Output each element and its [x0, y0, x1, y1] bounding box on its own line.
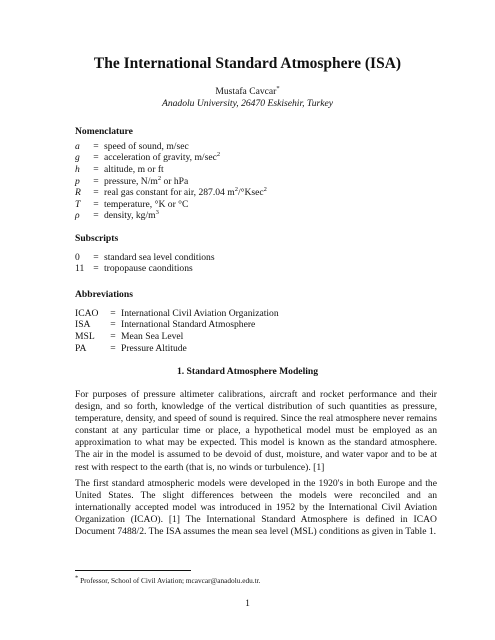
abbreviation-row	[75, 320, 279, 332]
nomenclature-definition	[104, 152, 220, 164]
author-name: Mustafa Cavcar	[215, 86, 277, 97]
subscript-row	[75, 264, 215, 276]
abbreviation-definition: International Civil Aviation Organization	[121, 307, 279, 319]
equals-sign: =	[93, 210, 99, 222]
equals-sign: =	[93, 175, 99, 187]
abbreviation-term: ISA	[75, 319, 91, 331]
abbreviation-term: MSL	[75, 330, 95, 342]
equals-sign: =	[93, 251, 99, 263]
footnote-text: Professor, School of Civil Aviation; mcavcar@anadolu.edu.tr.	[78, 576, 261, 585]
abbreviation-row	[75, 343, 279, 355]
author-affiliation: Anadolu University, 26470 Eskisehir, Turkey	[161, 98, 334, 109]
equals-sign: =	[93, 163, 99, 175]
subscript-definition: standard sea level conditions	[104, 251, 215, 263]
definition-text: or hPa	[161, 175, 189, 187]
nomenclature-symbol: ρ	[75, 210, 80, 222]
nomenclature-row	[75, 211, 267, 223]
superscript: 2	[157, 174, 162, 182]
abbreviations-heading: Abbreviations	[75, 289, 133, 300]
superscript: 2	[263, 185, 267, 193]
nomenclature-symbol: p	[75, 175, 80, 187]
nomenclature-symbol: g	[75, 152, 80, 164]
nomenclature-symbol: R	[75, 187, 81, 199]
equals-sign: =	[110, 307, 116, 319]
body-paragraph: The first standard atmospheric models were developed in the 1920's in both Europe and the United States. The slight differences between the models were reconciled and an internationally accepted model was introduced in 1952 by the International Civil Aviation Organization (ICAO). [1] The International Standard Atmosphere is defined in ICAO Document 7488/2. The ISA assumes the mean sea level (MSL) conditions as given in Table 1.	[75, 478, 437, 538]
subscripts-heading: Subscripts	[75, 233, 119, 244]
abbreviation-term: PA	[75, 342, 87, 354]
body-paragraph: For purposes of pressure altimeter calibrations, aircraft and rocket performance and their design, and so forth, knowledge of the vertical distribution of such quantities as pressure, temperature, density, and speed of sound is required. Since the real atmosphere never remains constant at any particular time or place, a hypothetical model must be employed as an approximation to what may be expected. This model is known as the standard atmosphere. The air in the model is assumed to be devoid of dust, moisture, and water vapor and to be at rest with respect to the earth (that is, no winds or turbulence). [1]	[75, 389, 437, 473]
definition-text: real gas constant for air, 287.04 m	[104, 187, 235, 199]
nomenclature-definition: temperature, °K or °C	[104, 198, 189, 210]
page-number: 1	[245, 598, 250, 609]
nomenclature-row	[75, 187, 267, 199]
nomenclature-definition: altitude, m or ft	[104, 163, 164, 175]
superscript: 3	[155, 209, 159, 217]
equals-sign: =	[93, 140, 99, 152]
nomenclature-symbol: h	[75, 163, 80, 175]
definition-text: acceleration of gravity, m/sec	[104, 152, 217, 164]
equals-sign: =	[93, 263, 99, 275]
subscript-row	[75, 252, 215, 264]
definition-text: density, kg/m	[104, 210, 156, 222]
definition-text: /°Ksec	[237, 187, 264, 199]
nomenclature-definition	[104, 176, 188, 188]
equals-sign: =	[93, 152, 99, 164]
equals-sign: =	[93, 198, 99, 210]
nomenclature-list	[75, 141, 267, 222]
abbreviation-term: ICAO	[75, 307, 99, 319]
author-line	[0, 86, 495, 98]
nomenclature-symbol: a	[75, 140, 80, 152]
section-heading: 1. Standard Atmosphere Modeling	[176, 366, 319, 377]
paper-title: The International Standard Atmosphere (ISA)	[93, 55, 402, 72]
abbreviations-list	[75, 308, 279, 354]
nomenclature-row	[75, 199, 267, 211]
abbreviation-row	[75, 331, 279, 343]
equals-sign: =	[110, 330, 116, 342]
nomenclature-row	[75, 164, 267, 176]
equals-sign: =	[110, 319, 116, 331]
footnote-rule	[75, 570, 191, 571]
nomenclature-row	[75, 141, 267, 153]
nomenclature-definition	[104, 187, 267, 199]
equals-sign: =	[93, 187, 99, 199]
nomenclature-row	[75, 153, 267, 165]
superscript: 2	[234, 185, 238, 193]
footnote-mark: *	[75, 574, 79, 582]
nomenclature-symbol: T	[75, 198, 81, 210]
nomenclature-heading: Nomenclature	[75, 126, 133, 137]
footnote	[75, 575, 260, 587]
subscript-symbol: 0	[75, 251, 80, 263]
abbreviation-definition: International Standard Atmosphere	[121, 319, 256, 331]
nomenclature-row	[75, 176, 267, 188]
nomenclature-definition: speed of sound, m/sec	[104, 140, 189, 152]
subscripts-list	[75, 252, 215, 275]
subscript-definition: tropopause caonditions	[104, 263, 193, 275]
nomenclature-definition	[104, 210, 159, 222]
abbreviation-definition: Mean Sea Level	[121, 330, 184, 342]
abbreviation-definition: Pressure Altitude	[121, 342, 187, 354]
equals-sign: =	[110, 342, 116, 354]
subscript-symbol: 11	[75, 263, 85, 275]
abbreviation-row	[75, 308, 279, 320]
author-footnote-mark: *	[276, 84, 280, 92]
superscript: 2	[216, 151, 221, 159]
definition-text: pressure, N/m	[104, 175, 158, 187]
